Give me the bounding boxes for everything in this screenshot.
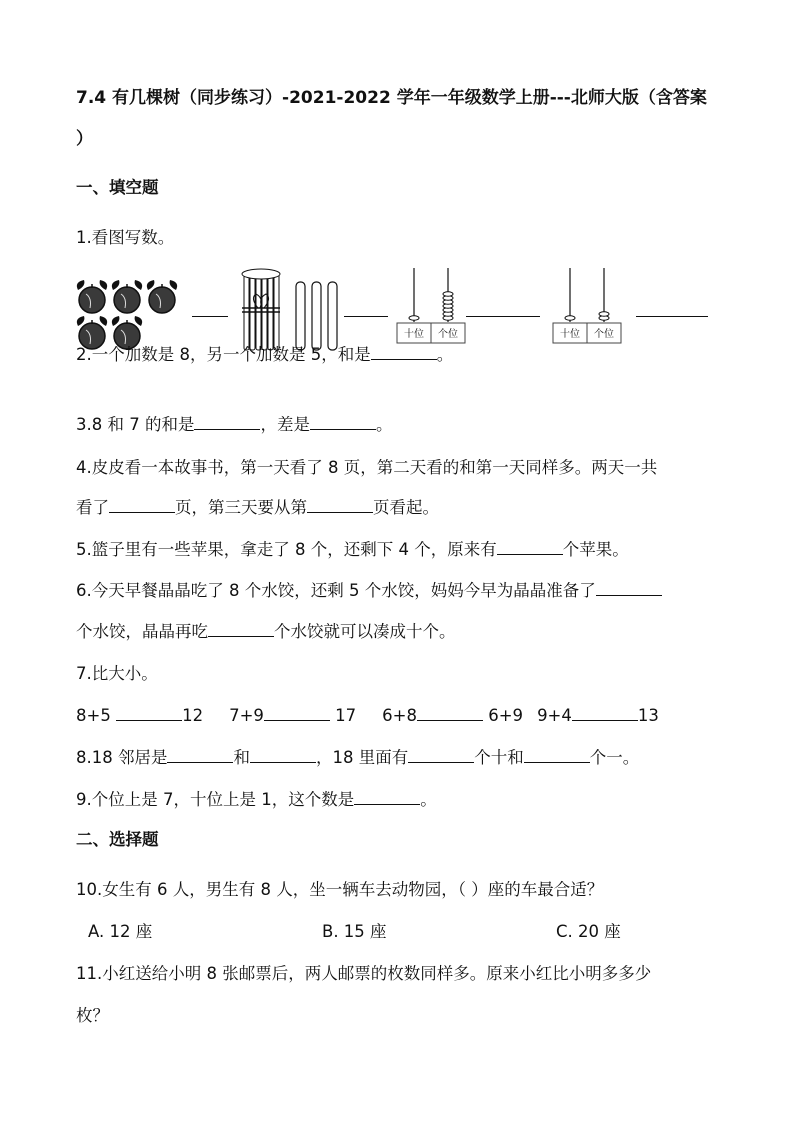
abacus-bead	[409, 316, 419, 320]
comparison-right: 13	[637, 706, 659, 725]
question-3-text: 3.8 和 7 的和是	[76, 415, 195, 434]
question-8-text: ，18 里面有	[315, 748, 409, 767]
question-10-text: 10.女生有 6 人，男生有 8 人，坐一辆车去动物园，（ ）座的车最合适？	[76, 880, 604, 899]
question-4-end: 页看起。	[373, 498, 439, 517]
question-6-line-2	[76, 620, 456, 644]
answer-blank[interactable]	[250, 746, 316, 763]
question-5	[76, 538, 629, 562]
question-1-text: 1.看图写数。	[76, 228, 175, 247]
answer-blank[interactable]	[596, 579, 662, 596]
question-4-text: 页，第三天要从第	[175, 498, 307, 517]
comparison-left: 7+9	[229, 706, 264, 725]
answer-line-abacus-2[interactable]	[636, 316, 708, 317]
single-stick-icon	[312, 282, 321, 350]
question-3-end: 。	[375, 415, 393, 434]
tens-place-label: 十位	[560, 329, 580, 340]
ten-stick-bundle-icon	[242, 269, 280, 350]
comparison-right: 12	[182, 706, 204, 725]
option-b[interactable]: B. 15 座	[322, 922, 387, 941]
comparison-left: 6+8	[382, 706, 417, 725]
answer-blank[interactable]	[264, 704, 330, 721]
question-7-text: 7.比大小。	[76, 664, 158, 683]
question-3-text: ，差是	[260, 415, 310, 434]
question-4-line-1: 4.皮皮看一本故事书，第一天看了 8 页，第二天看的和第一天同样多。两天一共	[76, 458, 658, 477]
question-8-text: 个十和	[474, 748, 524, 767]
ones-place-label: 个位	[438, 329, 458, 340]
worksheet-title-line-2: ）	[76, 129, 93, 149]
question-9	[76, 788, 437, 812]
abacus-2-image	[552, 266, 622, 346]
answer-blank[interactable]	[109, 496, 175, 513]
tens-place-label: 十位	[404, 329, 424, 340]
option-a[interactable]: A. 12 座	[88, 922, 153, 941]
ones-place-label: 个位	[594, 329, 614, 340]
answer-blank[interactable]	[408, 746, 474, 763]
single-stick-icon	[328, 282, 337, 350]
abacus-1-image	[396, 266, 466, 346]
answer-blank[interactable]	[354, 788, 420, 805]
question-9-end: 。	[420, 790, 437, 809]
comparison-left: 9+4	[537, 706, 572, 725]
question-7-comparisons	[76, 704, 659, 728]
answer-blank[interactable]	[572, 704, 638, 721]
worksheet-title-line-1: 7.4 有几棵树（同步练习）-2021-2022 学年一年级数学上册---北师大版（含答案	[76, 88, 707, 108]
answer-blank[interactable]	[307, 496, 373, 513]
answer-blank[interactable]	[417, 704, 483, 721]
answer-blank[interactable]	[116, 704, 182, 721]
answer-blank[interactable]	[310, 413, 376, 430]
question-8	[76, 746, 639, 770]
abacus-bead	[565, 316, 575, 320]
answer-line-peaches[interactable]	[192, 316, 228, 317]
question-6-line-1	[76, 579, 662, 603]
question-11-line-1: 11.小红送给小明 8 张邮票后，两人邮票的枚数同样多。原来小红比小明多多少	[76, 964, 652, 983]
question-6-text: 个水饺，晶晶再吃	[76, 622, 208, 641]
question-5-end: 个苹果。	[562, 540, 629, 559]
question-2-text: 2.一个加数是 8，另一个加数是 5，和是	[76, 345, 371, 364]
comparison-right: 17	[329, 706, 357, 725]
section-heading-fill-in: 一、填空题	[76, 178, 159, 197]
answer-blank[interactable]	[194, 413, 260, 430]
comparison-left: 8+5	[76, 706, 117, 725]
question-8-text: 和	[233, 748, 250, 767]
question-2-end: 。	[436, 345, 454, 364]
peach-icon	[112, 280, 142, 313]
option-c[interactable]: C. 20 座	[556, 922, 621, 941]
question-11-line-2: 枚？	[76, 1006, 109, 1025]
answer-blank[interactable]	[497, 538, 563, 555]
question-3	[76, 413, 392, 437]
question-4-line-2	[76, 496, 439, 520]
answer-blank[interactable]	[371, 343, 437, 360]
abacus-bead	[599, 312, 609, 316]
question-5-text: 5.篮子里有一些苹果，拿走了 8 个，还剩下 4 个，原来有	[76, 540, 497, 559]
answer-line-sticks[interactable]	[344, 316, 388, 317]
peach-icon	[147, 280, 177, 313]
question-8-text: 8.18 邻居是	[76, 748, 168, 767]
answer-blank[interactable]	[208, 620, 274, 637]
question-6-end: 个水饺就可以凑成十个。	[274, 622, 456, 641]
question-4-text: 看了	[76, 498, 109, 517]
abacus-bead	[443, 292, 453, 296]
answer-blank[interactable]	[524, 746, 590, 763]
peach-icon	[77, 280, 107, 313]
question-9-text: 9.个位上是 7，十位上是 1，这个数是	[76, 790, 355, 809]
answer-blank[interactable]	[167, 746, 233, 763]
answer-line-abacus-1[interactable]	[466, 316, 540, 317]
question-6-text: 6.今天早餐晶晶吃了 8 个水饺，还剩 5 个水饺，妈妈今早为晶晶准备了	[76, 581, 596, 600]
section-heading-choice: 二、选择题	[76, 830, 159, 849]
question-2	[76, 343, 453, 367]
question-8-end: 个一。	[589, 748, 640, 767]
stick-bundle-image	[238, 268, 346, 354]
comparison-right: 6+9	[482, 706, 524, 725]
single-stick-icon	[296, 282, 305, 350]
